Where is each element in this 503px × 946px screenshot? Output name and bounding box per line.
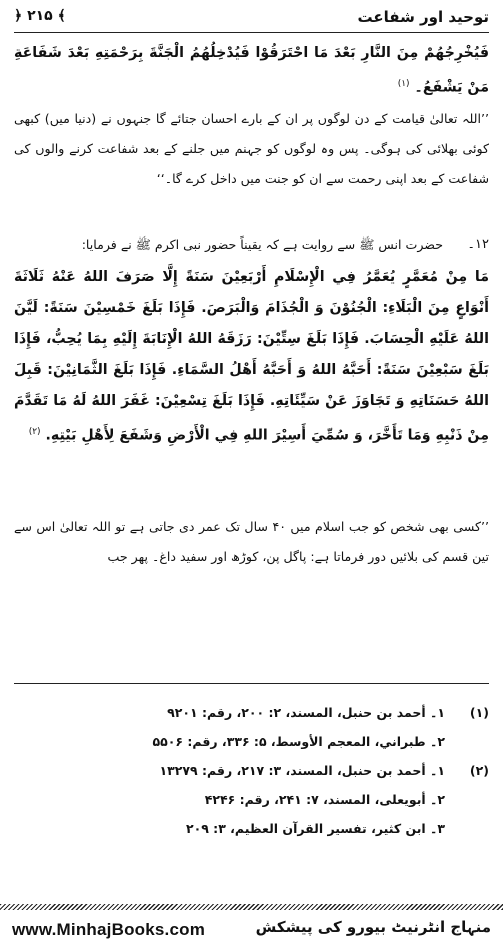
footnote bbox=[14, 785, 489, 814]
footnote-marker: (۱) bbox=[469, 705, 489, 720]
footnote-text: ۳۔ ابن کثير، تفسير القرآن العظيم، ۳: ۲۰۹ bbox=[185, 821, 445, 836]
footnote bbox=[14, 727, 489, 756]
footnote bbox=[14, 814, 489, 843]
urdu-translation: ’’کسی بھی شخص کو جب اسلام میں ۴۰ سال تک عمر دی جاتی ہے تو اللہ تعالیٰ اس سے تین قسم کی بلائیں دور فرماتا ہے: پاگل پن، کوڑھ اور سفید داغ۔ پھر جب bbox=[14, 519, 489, 564]
footnote-text: ۱۔ أحمد بن حنبل، المسند، ۳: ۲۱۷، رقم: ۱۳۲۷۹ bbox=[159, 763, 445, 778]
footnote-text: ۱۔ أحمد بن حنبل، المسند، ۲: ۲۰۰، رقم: ۹۲۰۱ bbox=[167, 705, 445, 720]
page-number: ﴾ ۲۱۵ ﴿ bbox=[14, 8, 66, 24]
footnote bbox=[14, 756, 489, 785]
footnote-text: ۲۔ أبويعلى، المسند، ۷: ۲۴۱، رقم: ۴۲۴۶ bbox=[204, 792, 445, 807]
arabic-text: مَا مِنْ مُعَمَّرٍ يُعَمَّرُ فِي الْإِسْلَامِ أَرْبَعِيْنَ سَنَةً إِلَّا صَرَفَ اللهُ عَنْهُ ثَلَاثَةَ أَنْوَاعٍ مِنَ الْبَلَاءِ: الْجُنُوْنَ وَ الْجُذَامَ وَالْبَرَصَ. فَإِذَا بَلَغَ خَمْسِيْنَ سَنَةً: لَيَّنَ اللهُ عَلَيْهِ الْحِسَابَ. فَإِذَا بَلَغَ سِتِّيْنَ: رَزَقَهُ اللهُ الْإِنَابَةَ إِلَيْهِ بِمَا يُحِبُّ، فَإِذَا بَلَغَ سَبْعِيْنَ سَنَةً: أَحَبَّهُ اللهُ وَ أَحَبَّهُ أَهْلُ السَّمَاءِ. فَإِذَا بَلَغَ الثَّمَانِيْنَ: قَبِلَ اللهُ حَسَنَاتِهِ وَ تَجَاوَزَ عَنْ سَيِّئَاتِهِ. فَإِذَا بَلَغَ تِسْعِيْنَ: غَفَرَ اللهُ لَهُ مَا تَقَدَّمَ مِنْ ذَنْبِهِ وَمَا تَأَخَّرَ، وَ سُمِّيَ أَسِيْرَ اللهِ فِي الْأَرْضِ وَشَفَعَ لِأَهْلِ بَيْتِهِ. bbox=[14, 269, 489, 444]
page-header bbox=[14, 6, 489, 32]
page-body bbox=[14, 38, 489, 574]
hadith-number: ۱۲۔ bbox=[467, 237, 489, 252]
hadith-intro: حضرت انس ﷺ سے روایت ہے کہ یقیناً حضور نبی اکرم ﷺ نے فرمایا: bbox=[81, 237, 443, 252]
footnote-divider bbox=[14, 683, 489, 684]
arabic-text-block bbox=[14, 262, 489, 510]
hadith-heading bbox=[14, 230, 489, 262]
arabic-text: فَيُخْرِجُهُمْ مِنَ النَّارِ بَعْدَ مَا احْتَرَقُوْا فَيُدْخِلُهُمُ الْجَنَّةَ بِرَحْمَتِهِ بَعْدَ شَفَاعَةِ مَنْ يَشْفَعُ۔ bbox=[14, 45, 489, 96]
footnote-ref: (۱) bbox=[397, 79, 410, 89]
website-link[interactable]: www.MinhajBooks.com bbox=[12, 920, 206, 939]
footnote bbox=[14, 698, 489, 727]
urdu-translation: ’’اللہ تعالیٰ قیامت کے دن لوگوں پر ان کے بارے احسان جتائے گا جنہوں نے (دنیا میں) کبھی کوئی بھلائی کی ہوگی۔ پس وہ لوگوں کو جہنم میں جلنے کے بعد شفاعت کرنے والوں کی شفاعت کے بعد اپنی رحمت سے ان کو جنت میں داخل کرے گا۔‘‘ bbox=[14, 111, 489, 186]
footnotes bbox=[14, 698, 489, 843]
footnote-ref: (۲) bbox=[28, 427, 41, 437]
footnote-text: ۲۔ طبراني، المعجم الأوسط، ۵: ۳۳۶، رقم: ۵۵۰۶ bbox=[152, 734, 445, 749]
header-divider bbox=[14, 32, 489, 33]
publisher-label: منہاج انٹرنیٹ بیورو کی پیشکش bbox=[255, 918, 491, 936]
footer-divider bbox=[0, 904, 503, 910]
page-footer bbox=[12, 912, 491, 942]
arabic-text-block bbox=[14, 38, 489, 100]
running-title: توحید اور شفاعت bbox=[357, 8, 489, 26]
footnote-marker: (۲) bbox=[469, 763, 489, 778]
